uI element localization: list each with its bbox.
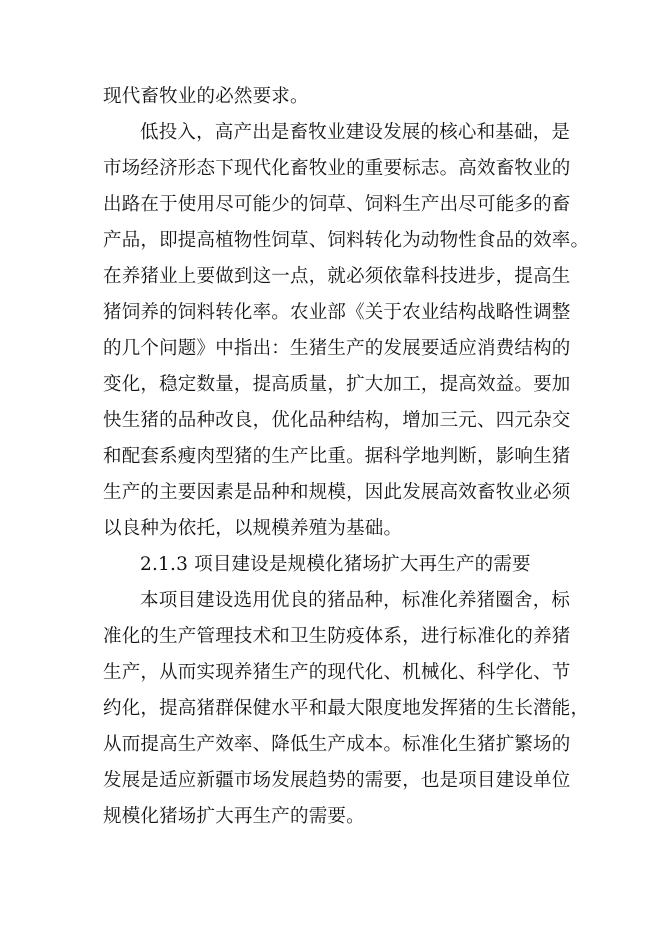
section-heading: 2.1.3 项目建设是规模化猪场扩大再生产的需要 xyxy=(140,554,531,575)
text-line-6: 在养猪业上要做到这一点，就必须依靠科技进步，提高生 xyxy=(103,266,571,287)
text-line-17: 生产，从而实现养猪生产的现代化、机械化、科学化、节 xyxy=(103,662,571,683)
text-line-16: 准化的生产管理技术和卫生防疫体系，进行标准化的养猪 xyxy=(103,626,571,647)
text-line-18: 约化，提高猪群保健水平和最大限度地发挥猪的生长潜能， xyxy=(103,698,590,719)
text-line-8: 的几个问题》中指出：生猪生产的发展要适应消费结构的 xyxy=(103,338,571,359)
text-line-9: 变化，稳定数量，提高质量，扩大加工，提高效益。要加 xyxy=(103,374,571,395)
text-line-11: 和配套系瘦肉型猪的生产比重。据科学地判断，影响生猪 xyxy=(103,446,571,467)
text-line-12: 生产的主要因素是品种和规模，因此发展高效畜牧业必须 xyxy=(103,482,571,503)
text-line-10: 快生猪的品种改良，优化品种结构，增加三元、四元杂交 xyxy=(103,410,571,431)
paragraph-start-line: 低投入，高产出是畜牧业建设发展的核心和基础，是 xyxy=(140,122,571,143)
text-line-20: 发展是适应新疆市场发展趋势的需要，也是项目建设单位 xyxy=(103,770,571,791)
text-line-13: 以良种为依托，以规模养殖为基础。 xyxy=(103,518,403,539)
text-line-19: 从而提高生产效率、降低生产成本。标准化生猪扩繁场的 xyxy=(103,734,571,755)
text-line-5: 产品，即提高植物性饲草、饲料转化为动物性食品的效率。 xyxy=(103,230,590,251)
text-line-21: 规模化猪场扩大再生产的需要。 xyxy=(103,806,365,827)
paragraph-start-line: 本项目建设选用优良的猪品种，标准化养猪圈舍，标 xyxy=(140,590,571,611)
text-line-3: 市场经济形态下现代化畜牧业的重要标志。高效畜牧业的 xyxy=(103,158,571,179)
text-line-1: 现代畜牧业的必然要求。 xyxy=(103,86,309,107)
text-line-4: 出路在于使用尽可能少的饲草、饲料生产出尽可能多的畜 xyxy=(103,194,571,215)
text-line-7: 猪饲养的饲料转化率。农业部《关于农业结构战略性调整 xyxy=(103,302,571,323)
